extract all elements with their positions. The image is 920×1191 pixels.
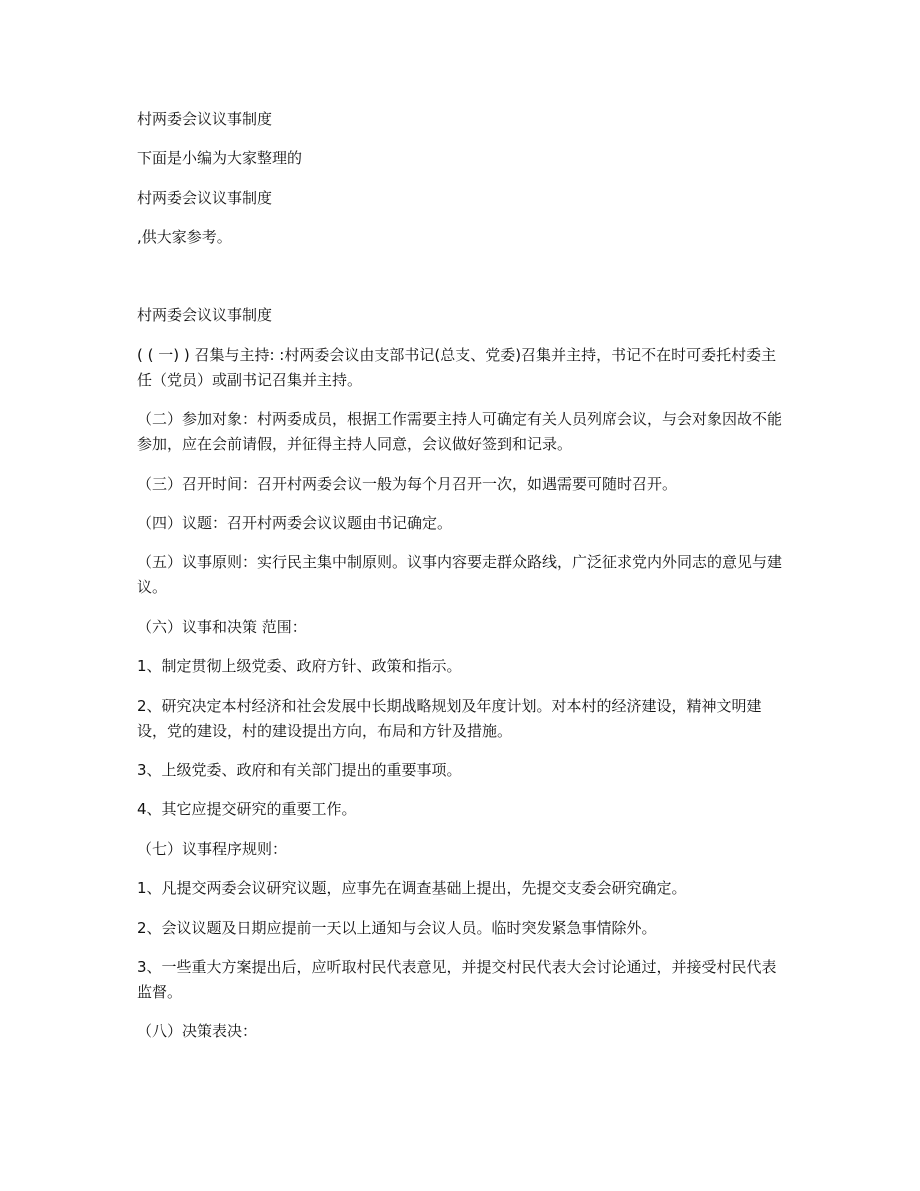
section-title: 村两委会议议事制度: [137, 306, 273, 324]
procedure-item-1: 1、凡提交两委会议研究议题，应事先在调查基础上提出，先提交支委会研究确定。: [137, 879, 687, 897]
document-title: 村两委会议议事制度: [137, 110, 273, 128]
scope-item-2: 2、研究决定本村经济和社会发展中长期战略规划及年度计划。对本村的经济建设，精神文明建设，党的建设，村的建设提出方向，布局和方针及措施。: [137, 697, 762, 740]
clause-8: （八）决策表决：: [137, 1022, 258, 1040]
clause-7: （七）议事程序规则：: [137, 840, 288, 858]
intro-title-line: 村两委会议议事制度: [137, 189, 273, 207]
scope-item-3: 3、上级党委、政府和有关部门提出的重要事项。: [137, 761, 462, 779]
clause-2: （二）参加对象：村两委成员，根据工作需要主持人可确定有关人员列席会议，与会对象因故不能参加，应在会前请假，并征得主持人同意，会议做好签到和记录。: [137, 410, 783, 453]
intro-line: 下面是小编为大家整理的: [137, 149, 303, 167]
scope-item-1: 1、制定贯彻上级党委、政府方针、政策和指示。: [137, 657, 462, 675]
clause-5: （五）议事原则：实行民主集中制原则。议事内容要走群众路线，广泛征求党内外同志的意见与建议。: [137, 553, 783, 596]
procedure-item-3: 3、一些重大方案提出后，应听取村民代表意见，并提交村民代表大会讨论通过，并接受村民代表监督。: [137, 958, 777, 1001]
clause-1: ( ( 一) ) 召集与主持: :村两委会议由支部书记(总支、党委)召集并主持，书记不在时可委托村委主任（党员）或副书记召集并主持。: [137, 346, 777, 389]
clause-3: （三）召开时间：召开村两委会议一般为每个月召开一次，如遇需要可随时召开。: [137, 475, 678, 493]
scope-item-4: 4、其它应提交研究的重要工作。: [137, 800, 357, 818]
procedure-item-2: 2、会议议题及日期应提前一天以上通知与会议人员。临时突发紧急事情除外。: [137, 919, 657, 937]
clause-6: （六）议事和决策 范围：: [137, 618, 307, 636]
intro-end-line: ,供大家参考。: [137, 228, 232, 246]
clause-4: （四）议题：召开村两委会议议题由书记确定。: [137, 514, 453, 532]
